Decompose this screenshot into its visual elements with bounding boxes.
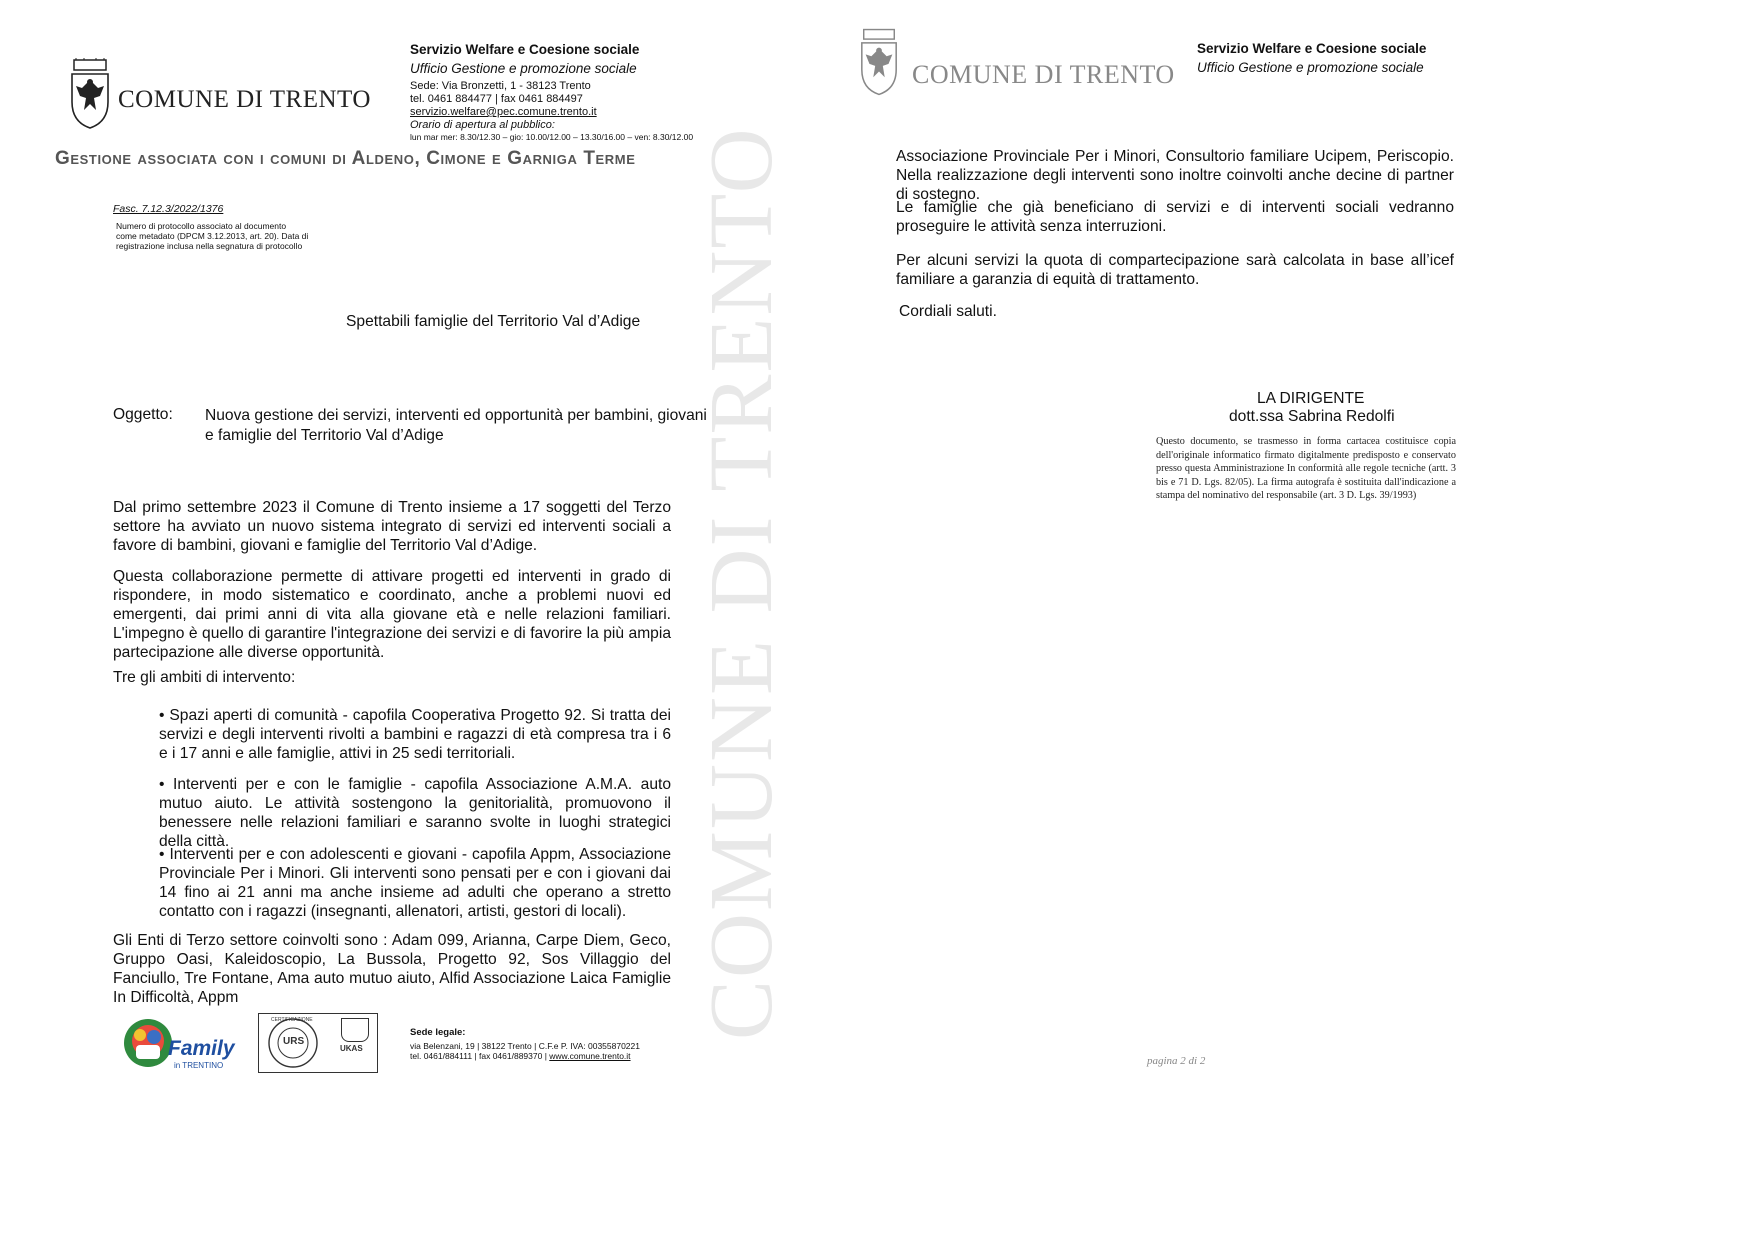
ukas-mark: [341, 1018, 369, 1042]
office-phone: tel. 0461 884477 | fax 0461 884497: [410, 93, 583, 105]
subject-line-1: Nuova gestione dei servizi, interventi ed opportunità per bambini, giovani: [205, 407, 707, 424]
paragraph-1: Associazione Provinciale Per i Minori, Consultorio familiare Ucipem, Periscopio. Nella realizzazione degli interventi sono inoltre coinvolti anche decine di partner di sostegno.: [896, 148, 1454, 203]
sede-contacts: tel. 0461/884111 | fax 0461/889370 |: [410, 1051, 550, 1061]
comune-logo-text: COMUNE DI TRENTO: [912, 60, 1175, 89]
certification-box: [258, 1013, 378, 1073]
paragraph-2: Questa collaborazione permette di attivare progetti ed interventi in grado di rispondere, in modo sistematico e coordinato, anche a problemi nuovi ed emergenti, dai primi anni di vita alla giovane età e nelle relazioni familiari. L'impegno è quello di garantire l'integrazione dei servizi e di favorire la più ampia partecipazione alle diverse opportunità.: [113, 568, 671, 661]
digital-signature-note: Questo documento, se trasmesso in forma cartacea costituisce copia dell'originale informatico firmato digitalmente predisposto e conservato presso questa Amministrazione In conformità alle regole tecniche (artt. 3 bis e 71 D. Lgs. 82/05). La firma autografa è sostituita dall'indicazione a stampa del nominativo del responsabile (art. 3 D. Lgs. 39/1993): [1156, 436, 1456, 501]
family-in-trentino-logo: [120, 1015, 240, 1073]
sede-line-1: via Belenzani, 19 | 38122 Trento | C.F.e P. IVA: 00355870221: [410, 1041, 640, 1051]
protocol-note-3: registrazione inclusa nella segnatura di protocollo: [116, 241, 303, 251]
sede-label: Sede legale:: [410, 1027, 466, 1038]
service-name: Servizio Welfare e Coesione sociale: [410, 42, 640, 57]
office-header: [1197, 41, 1457, 75]
cert-urs-text: URS: [283, 1036, 305, 1047]
fasc-number: Fasc. 7.12.3/2022/1376: [113, 203, 224, 215]
comune-logo-text: COMUNE DI TRENTO: [118, 86, 371, 113]
comune-crest-logo: [68, 58, 112, 130]
office-name: Ufficio Gestione e promozione sociale: [1197, 60, 1424, 75]
subject-text: [205, 406, 707, 446]
paragraph-1: Dal primo settembre 2023 il Comune di Trento insieme a 17 soggetti del Terzo settore ha avviato un nuovo sistema integrato di servizi ed interventi sociali a favore di bambini, giovani e famiglie del Territorio Val d’Adige.: [113, 499, 671, 554]
gestione-associata-banner: Gestione associata con i comuni di Aldeno, Cimone e Garniga Terme: [55, 148, 636, 169]
letter-page-2: [877, 0, 1754, 1241]
closing: Cordiali saluti.: [899, 303, 997, 320]
website-link[interactable]: www.comune.trento.it: [549, 1051, 631, 1061]
subject-label: Oggetto:: [113, 406, 173, 423]
hours-text: lun mar mer: 8.30/12.30 – gio: 10.00/12.00 – 13.30/16.00 – ven: 8.30/12.00: [410, 132, 694, 142]
enti-paragraph: Gli Enti di Terzo settore coinvolti sono : Adam 099, Arianna, Carpe Diem, Geco, Gruppo Oasi, Kaleidoscopio, La Bussola, Progetto 92, Sos Villaggio del Fanciullo, Tre Fontane, Ama auto mutuo aiuto, Alfid Associazione Laica Famiglie In Difficoltà, Appm: [113, 932, 671, 1006]
office-name: Ufficio Gestione e promozione sociale: [410, 61, 637, 76]
paragraph-3: Tre gli ambiti di intervento:: [113, 669, 296, 686]
paragraph-3: Per alcuni servizi la quota di compartecipazione sarà calcolata in base all’icef familiare a garanzia di equità di trattamento.: [896, 252, 1454, 288]
page-number: pagina 2 di 2: [1147, 1055, 1206, 1067]
recipient: Spettabili famiglie del Territorio Val d’Adige: [346, 313, 641, 330]
hours-label: Orario di apertura al pubblico:: [410, 119, 555, 131]
cert-label: CERTIFICAZIONE: [271, 1017, 313, 1023]
family-logo-text: Family: [168, 1037, 235, 1060]
bullet-item-3: • Interventi per e con adolescenti e giovani - capofila Appm, Associazione Provinciale Per i Minori. Gli interventi sono pensati per e con i giovani dai 14 fino ai 21 anni ma anche insieme ad adulti che operano a stretto contatto con i ragazzi (insegnanti, allenatori, artisti, gestori di locali).: [159, 846, 671, 920]
signature-name: dott.ssa Sabrina Redolfi: [1229, 408, 1395, 425]
office-email-link[interactable]: servizio.welfare@pec.comune.trento.it: [410, 106, 597, 118]
protocol-note-1: Numero di protocollo associato al documento: [116, 221, 287, 231]
office-email-row: [410, 106, 690, 119]
service-name: Servizio Welfare e Coesione sociale: [1197, 41, 1427, 56]
office-header: [410, 42, 694, 142]
bullet-item-2: • Interventi per e con le famiglie - capofila Associazione A.M.A. auto mutuo aiuto. Le attività sostengono la genitorialità, promuovono il benessere nelle relazioni familiari e saranno svolte in luoghi strategici della città.: [159, 776, 671, 850]
protocol-note-2: come metadato (DPCM 3.12.2013, art. 20). Data di: [116, 231, 309, 241]
signature-title: LA DIRIGENTE: [1257, 390, 1365, 407]
protocol-block: [113, 203, 333, 251]
sede-line-2: [410, 1051, 670, 1061]
cert-ukas-text: UKAS: [340, 1044, 363, 1053]
paragraph-2: Le famiglie che già beneficiano di servizi e di interventi sociali vedranno proseguire le attività senza interruzioni.: [896, 199, 1454, 235]
family-logo-sub: in TRENTINO: [174, 1061, 224, 1070]
watermark: COMUNE DI TRENTO: [692, 126, 791, 1040]
office-address: Sede: Via Bronzetti, 1 - 38123 Trento: [410, 80, 591, 92]
subject-line-2: e famiglie del Territorio Val d’Adige: [205, 427, 444, 444]
sede-legale: [410, 1027, 670, 1061]
comune-crest-logo: [858, 26, 900, 98]
bullet-item-1: • Spazi aperti di comunità - capofila Cooperativa Progetto 92. Si tratta dei servizi e degli interventi rivolti a bambini e ragazzi di età compresa tra i 6 e i 17 anni e alle famiglie, attivi in 25 sedi territoriali.: [159, 707, 671, 762]
